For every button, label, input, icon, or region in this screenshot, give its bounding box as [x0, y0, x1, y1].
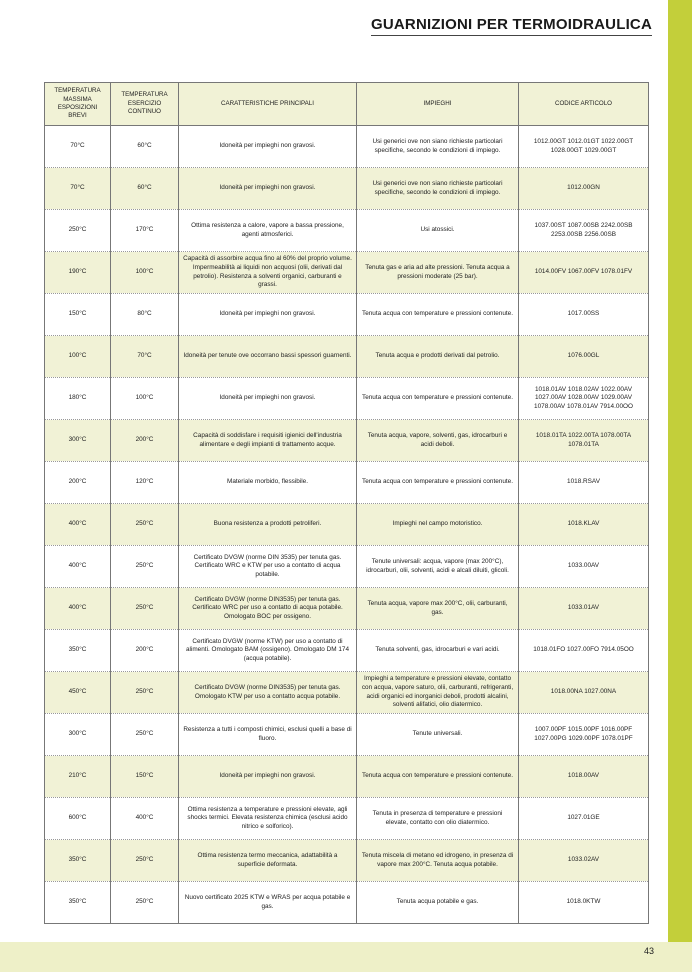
- cell-max-temp-brief: 70°C: [45, 126, 111, 168]
- cell-max-temp-brief: 250°C: [45, 210, 111, 252]
- cell-main-features: Idoneità per impieghi non gravosi.: [179, 756, 357, 798]
- page-title: GUARNIZIONI PER TERMOIDRAULICA: [371, 16, 652, 36]
- table-row: [45, 126, 649, 168]
- cell-applications: Tenute universali: acqua, vapore (max 200°C), idrocarburi, olii, solventi, acidi e alcali diluiti, glicoli.: [357, 546, 519, 588]
- cell-max-temp-brief: 300°C: [45, 714, 111, 756]
- cell-continuous-temp: 100°C: [111, 378, 179, 420]
- table-row: [45, 840, 649, 882]
- cell-main-features: Certificato DVGW (norme DIN3535) per tenuta gas. Certificato WRC per uso a contatto di acqua potabile. Omologato BOC per ossigeno.: [179, 588, 357, 630]
- cell-article-code: 1033.02AV: [519, 840, 649, 882]
- footer-band: [0, 942, 692, 972]
- table-row: [45, 672, 649, 714]
- table-row: [45, 462, 649, 504]
- cell-max-temp-brief: 350°C: [45, 630, 111, 672]
- column-header-applications: IMPIEGHI: [357, 83, 519, 126]
- table-row: [45, 588, 649, 630]
- cell-article-code: 1014.00FV 1067.00FV 1078.01FV: [519, 252, 649, 294]
- cell-main-features: Buona resistenza a prodotti petroliferi.: [179, 504, 357, 546]
- cell-continuous-temp: 250°C: [111, 882, 179, 924]
- table-header: [45, 83, 649, 126]
- cell-applications: Tenuta acqua con temperature e pressioni contenute.: [357, 756, 519, 798]
- cell-max-temp-brief: 450°C: [45, 672, 111, 714]
- cell-article-code: 1033.01AV: [519, 588, 649, 630]
- table-row: [45, 504, 649, 546]
- cell-continuous-temp: 80°C: [111, 294, 179, 336]
- cell-applications: Impieghi nel campo motoristico.: [357, 504, 519, 546]
- table-row: [45, 756, 649, 798]
- cell-continuous-temp: 200°C: [111, 630, 179, 672]
- cell-main-features: Idoneità per impieghi non gravosi.: [179, 378, 357, 420]
- cell-main-features: Capacità di soddisfare i requisiti igienici dell'industria alimentare e degli impianti di trattamento acque.: [179, 420, 357, 462]
- gasket-spec-table: [44, 82, 649, 924]
- cell-applications: Tenuta acqua, vapore max 200°C, olii, carburanti, gas.: [357, 588, 519, 630]
- cell-applications: Usi atossici.: [357, 210, 519, 252]
- cell-max-temp-brief: 300°C: [45, 420, 111, 462]
- cell-article-code: 1018.KLAV: [519, 504, 649, 546]
- cell-article-code: 1018.0KTW: [519, 882, 649, 924]
- cell-max-temp-brief: 150°C: [45, 294, 111, 336]
- header-row: [45, 83, 649, 126]
- cell-main-features: Idoneità per impieghi non gravosi.: [179, 294, 357, 336]
- cell-article-code: 1018.01FO 1027.00FO 7914.05OO: [519, 630, 649, 672]
- cell-continuous-temp: 150°C: [111, 756, 179, 798]
- table-row: [45, 546, 649, 588]
- cell-applications: Tenute universali.: [357, 714, 519, 756]
- cell-continuous-temp: 100°C: [111, 252, 179, 294]
- cell-applications: Tenuta solventi, gas, idrocarburi e vari acidi.: [357, 630, 519, 672]
- cell-applications: Tenuta acqua, vapore, solventi, gas, idrocarburi e acidi deboli.: [357, 420, 519, 462]
- cell-continuous-temp: 170°C: [111, 210, 179, 252]
- cell-article-code: 1018.01TA 1022.00TA 1078.00TA 1078.01TA: [519, 420, 649, 462]
- table-row: [45, 336, 649, 378]
- cell-max-temp-brief: 600°C: [45, 798, 111, 840]
- cell-continuous-temp: 120°C: [111, 462, 179, 504]
- cell-main-features: Materiale morbido, flessibile.: [179, 462, 357, 504]
- cell-article-code: 1012.00GT 1012.01GT 1022.00GT 1028.00GT 1029.00GT: [519, 126, 649, 168]
- cell-main-features: Idoneità per impieghi non gravosi.: [179, 168, 357, 210]
- cell-max-temp-brief: 400°C: [45, 504, 111, 546]
- column-header-continuous-temp: TEMPERATURA ESERCIZIO CONTINUO: [111, 83, 179, 126]
- cell-article-code: 1037.00ST 1087.00SB 2242.00SB 2253.00SB 2256.00SB: [519, 210, 649, 252]
- cell-continuous-temp: 70°C: [111, 336, 179, 378]
- column-header-article-code: CODICE ARTICOLO: [519, 83, 649, 126]
- cell-main-features: Ottima resistenza termo meccanica, adattabilità a superficie deformata.: [179, 840, 357, 882]
- cell-continuous-temp: 250°C: [111, 546, 179, 588]
- cell-continuous-temp: 250°C: [111, 672, 179, 714]
- cell-article-code: 1018.RSAV: [519, 462, 649, 504]
- cell-max-temp-brief: 70°C: [45, 168, 111, 210]
- cell-max-temp-brief: 190°C: [45, 252, 111, 294]
- cell-continuous-temp: 250°C: [111, 504, 179, 546]
- cell-applications: Tenuta acqua con temperature e pressioni contenute.: [357, 294, 519, 336]
- cell-applications: Tenuta gas e aria ad alte pressioni. Tenuta acqua a pressioni moderate (25 bar).: [357, 252, 519, 294]
- cell-article-code: 1018.00AV: [519, 756, 649, 798]
- cell-article-code: 1018.01AV 1018.02AV 1022.00AV 1027.00AV 1028.00AV 1029.00AV 1078.00AV 1078.01AV 7914.00OO: [519, 378, 649, 420]
- cell-article-code: 1027.01GE: [519, 798, 649, 840]
- table-row: [45, 630, 649, 672]
- cell-article-code: 1076.00GL: [519, 336, 649, 378]
- cell-main-features: Nuovo certificato 2025 KTW e WRAS per acqua potabile e gas.: [179, 882, 357, 924]
- cell-continuous-temp: 60°C: [111, 168, 179, 210]
- cell-continuous-temp: 60°C: [111, 126, 179, 168]
- cell-main-features: Resistenza a tutti i composti chimici, esclusi quelli a base di fluoro.: [179, 714, 357, 756]
- cell-max-temp-brief: 400°C: [45, 546, 111, 588]
- cell-main-features: Ottima resistenza a calore, vapore a bassa pressione, agenti atmosferici.: [179, 210, 357, 252]
- cell-max-temp-brief: 180°C: [45, 378, 111, 420]
- cell-max-temp-brief: 200°C: [45, 462, 111, 504]
- cell-main-features: Idoneità per impieghi non gravosi.: [179, 126, 357, 168]
- cell-continuous-temp: 250°C: [111, 840, 179, 882]
- cell-applications: Impieghi a temperature e pressioni elevate, contatto con acqua, vapore saturo, olii, carburanti, refrigeranti, acidi organici ed inorganici deboli, prodotti alcalini, solventi alifatici, olio diatermico.: [357, 672, 519, 714]
- cell-main-features: Certificato DVGW (norme DIN3535) per tenuta gas. Omologato KTW per uso a contatto acqua potabile.: [179, 672, 357, 714]
- cell-article-code: 1017.00SS: [519, 294, 649, 336]
- cell-main-features: Certificato DVGW (norme DIN 3535) per tenuta gas. Certificato WRC e KTW per uso a contatto di acqua potabile.: [179, 546, 357, 588]
- table-row: [45, 882, 649, 924]
- cell-article-code: 1007.00PF 1015.00PF 1016.00PF 1027.00PG 1029.00PF 1078.01PF: [519, 714, 649, 756]
- page-number: 43: [643, 946, 654, 956]
- cell-max-temp-brief: 350°C: [45, 840, 111, 882]
- cell-applications: Tenuta acqua con temperature e pressioni contenute.: [357, 462, 519, 504]
- cell-applications: Tenuta acqua potabile e gas.: [357, 882, 519, 924]
- table-body: [45, 126, 649, 924]
- cell-applications: Tenuta acqua con temperature e pressioni contenute.: [357, 378, 519, 420]
- cell-main-features: Idoneità per tenute ove occorrano bassi spessori guarnenti.: [179, 336, 357, 378]
- column-header-max-temp-brief: TEMPERATURA MASSIMA ESPOSIZIONI BREVI: [45, 83, 111, 126]
- column-header-main-features: CARATTERISTICHE PRINCIPALI: [179, 83, 357, 126]
- table-row: [45, 378, 649, 420]
- cell-continuous-temp: 250°C: [111, 714, 179, 756]
- cell-applications: Tenuta acqua e prodotti derivati dal petrolio.: [357, 336, 519, 378]
- cell-continuous-temp: 400°C: [111, 798, 179, 840]
- table-row: [45, 294, 649, 336]
- table-row: [45, 210, 649, 252]
- cell-applications: Tenuta miscela di metano ed idrogeno, in presenza di vapore max 200°C. Tenuta acqua potabile.: [357, 840, 519, 882]
- cell-main-features: Certificato DVGW (norme KTW) per uso a contatto di alimenti. Omologato BAM (ossigeno). Omologato DM 174 (acqua potabile).: [179, 630, 357, 672]
- accent-side-band: [668, 0, 692, 972]
- cell-article-code: 1012.00GN: [519, 168, 649, 210]
- cell-max-temp-brief: 100°C: [45, 336, 111, 378]
- table-row: [45, 420, 649, 462]
- cell-max-temp-brief: 210°C: [45, 756, 111, 798]
- table-row: [45, 798, 649, 840]
- cell-continuous-temp: 250°C: [111, 588, 179, 630]
- table-row: [45, 252, 649, 294]
- cell-article-code: 1018.00NA 1027.00NA: [519, 672, 649, 714]
- cell-max-temp-brief: 350°C: [45, 882, 111, 924]
- cell-applications: Usi generici ove non siano richieste particolari specifiche, secondo le condizioni di impiego.: [357, 126, 519, 168]
- cell-applications: Tenuta in presenza di temperature e pressioni elevate, contatto con olio diatermico.: [357, 798, 519, 840]
- table-row: [45, 714, 649, 756]
- cell-applications: Usi generici ove non siano richieste particolari specifiche, secondo le condizioni di impiego.: [357, 168, 519, 210]
- cell-main-features: Capacità di assorbire acqua fino al 60% del proprio volume. Impermeabilità ai liquidi non acquosi (olii, derivati dal petrolio). Resistenza a solventi organici, carburanti e grassi.: [179, 252, 357, 294]
- cell-continuous-temp: 200°C: [111, 420, 179, 462]
- cell-main-features: Ottima resistenza a temperature e pressioni elevate, agli shocks termici. Elevata resistenza chimica (esclusi acido nitrico e solforico).: [179, 798, 357, 840]
- table-row: [45, 168, 649, 210]
- cell-max-temp-brief: 400°C: [45, 588, 111, 630]
- cell-article-code: 1033.00AV: [519, 546, 649, 588]
